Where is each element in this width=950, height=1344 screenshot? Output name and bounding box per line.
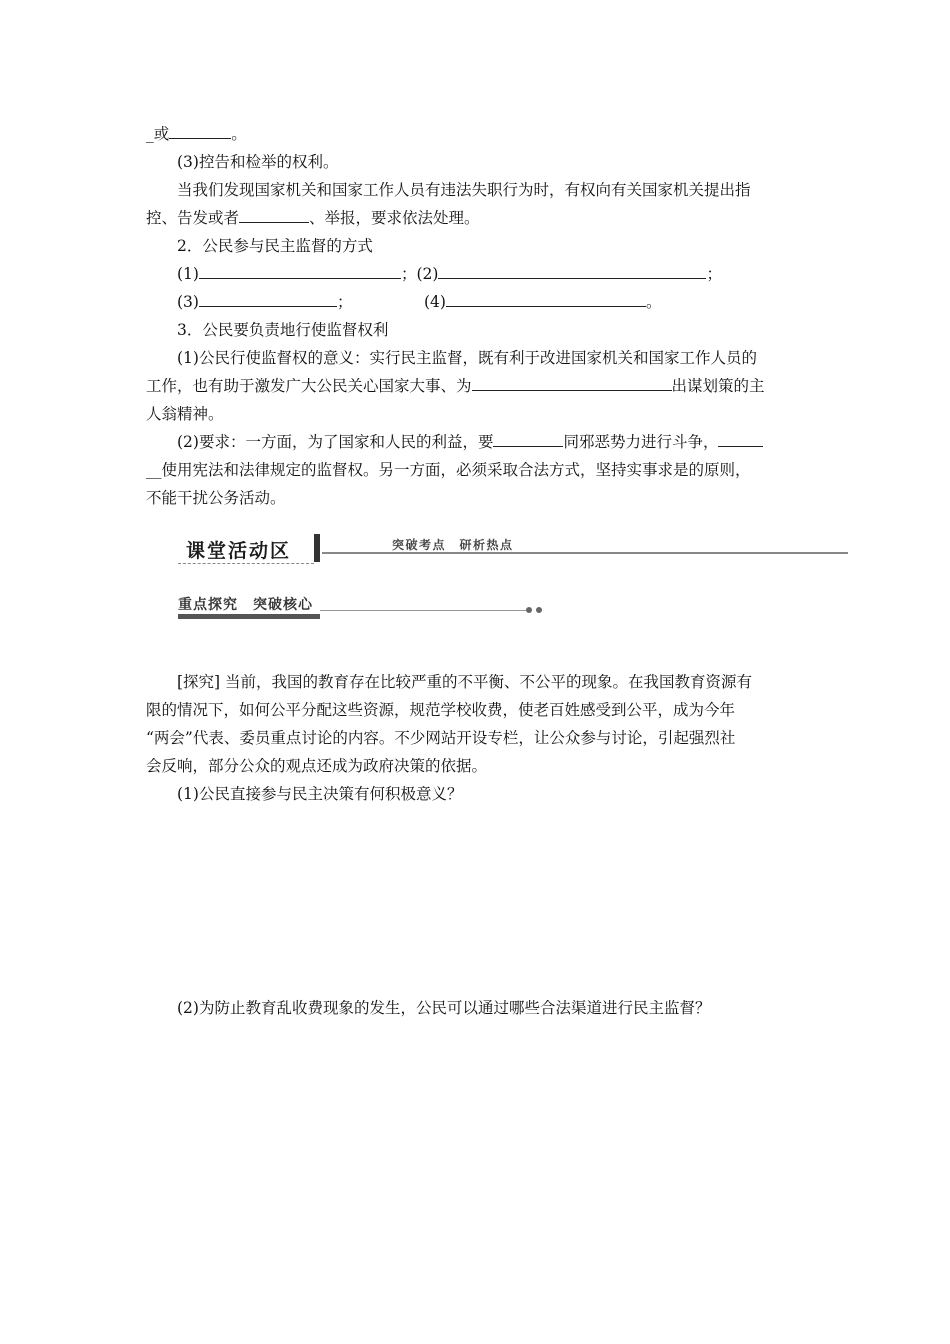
banner-dash-divider (178, 563, 314, 564)
fill-blank (718, 432, 763, 447)
section-3-title: 3．公民要负责地行使监督权利 (177, 321, 389, 339)
fill-line (177, 264, 722, 284)
banner-title: 课堂活动区 (186, 540, 292, 562)
banner-subtitle: 突破考点 研析热点 (392, 538, 514, 552)
text-fragment: 、举报，要求依法处理。 (309, 209, 480, 227)
paragraph-line (177, 432, 763, 452)
paragraph-line (146, 376, 765, 396)
text-fragment: 工作，也有助于激发广大公民关心国家大事、为 (146, 377, 472, 395)
text-fragment: (2)要求：一方面，为了国家和人民的利益，要 (177, 433, 494, 451)
item-3-title: (3)控告和检举的权利。 (177, 153, 339, 171)
paragraph-line: “两会”代表、委员重点讨论的内容。不少网站开设专栏，让公众参与讨论，引起强烈社 (146, 729, 736, 747)
text-fragment: (2) (416, 265, 439, 283)
banner-bar (314, 534, 320, 562)
fill-blank (169, 124, 231, 139)
text-fragment: 出谋划策的主 (671, 377, 765, 395)
text-fragment: ； (336, 293, 353, 311)
text-fragment: _或 (146, 125, 170, 143)
text-fragment: 使用宪法和法律规定的监督权。另一方面，必须采取合法方式，坚持实事求是的原则， (161, 461, 751, 479)
section-2-title: 2．公民参与民主监督的方式 (177, 237, 373, 255)
text-fragment: (4) (424, 293, 446, 311)
text-fragment: 控、告发或者 (146, 209, 240, 227)
section-banner (178, 532, 848, 568)
text-fragment: ； (706, 265, 722, 283)
text-fragment: (1) (177, 265, 199, 283)
paragraph-line: 会反响，部分公众的观点还成为政府决策的依据。 (146, 757, 488, 775)
text-line (146, 124, 247, 144)
text-fragment: 同邪恶势力进行斗争， (563, 433, 719, 451)
fill-blank (239, 208, 309, 223)
dot-icon (536, 607, 542, 613)
fill-blank (446, 292, 646, 307)
fill-blank (472, 376, 672, 391)
fill-blank (199, 292, 337, 307)
sub-banner-bar (178, 614, 320, 619)
paragraph-line: [探究] 当前，我国的教育存在比较严重的不平衡、不公平的现象。在我国教育资源有 (177, 673, 753, 691)
question-2: (2)为防止教育乱收费现象的发生，公民可以通过哪些合法渠道进行民主监督？ (177, 999, 711, 1017)
fill-line (177, 292, 352, 312)
fill-blank (199, 264, 401, 279)
fill-blank (493, 432, 563, 447)
fill-blank (438, 264, 706, 279)
paragraph-line: (1)公民行使监督权的意义：实行民主监督，既有利于改进国家机关和国家工作人员的 (177, 349, 757, 367)
fill-line (424, 292, 661, 312)
paragraph-line: 人翁精神。 (146, 405, 224, 423)
text-fragment: 。 (645, 293, 662, 311)
paragraph-line (146, 208, 480, 228)
text-fragment: ； (400, 265, 417, 283)
text-fragment: 。 (231, 125, 247, 143)
text-fragment: __ (146, 461, 162, 479)
sub-banner-title: 重点探究 突破核心 (178, 597, 313, 613)
dot-icon (526, 607, 532, 613)
paragraph-line (146, 460, 751, 480)
question-1: (1)公民直接参与民主决策有何积极意义？ (177, 785, 463, 803)
paragraph-line: 不能干扰公务活动。 (146, 489, 286, 507)
sub-section-banner (178, 592, 548, 622)
paragraph-line: 当我们发现国家机关和国家工作人员有违法失职行为时，有权向有关国家机关提出指 (177, 181, 751, 199)
paragraph-line: 限的情况下，如何公平分配这些资源，规范学校收费，使老百姓感受到公平，成为今年 (146, 701, 736, 719)
text-fragment: (3) (177, 293, 199, 311)
sub-banner-divider (320, 610, 530, 611)
